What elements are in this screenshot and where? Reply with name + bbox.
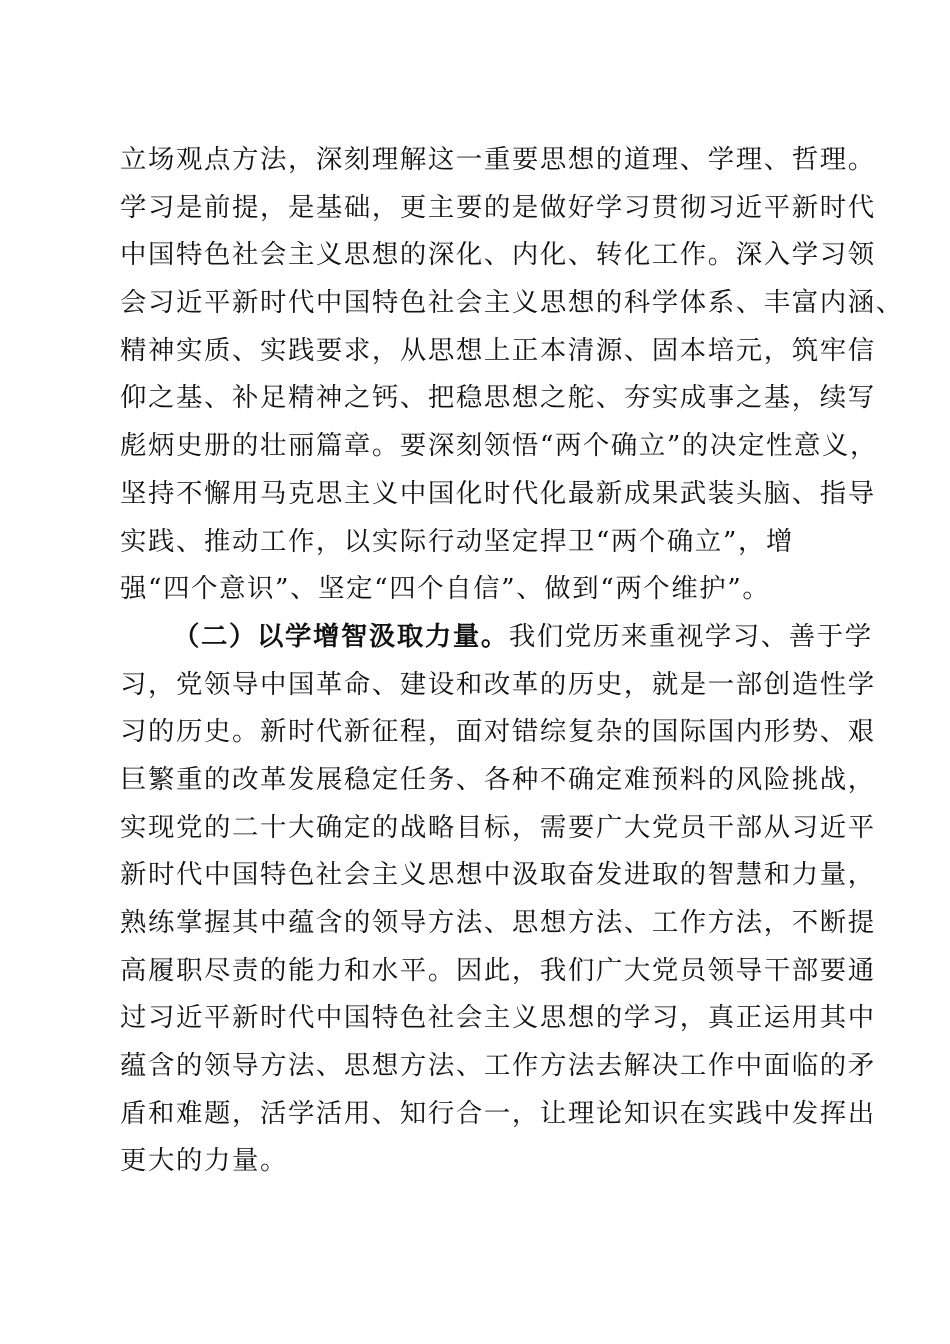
text-line: 学习是前提，是基础，更主要的是做好学习贯彻习近平新时代	[120, 191, 876, 223]
text-line: 习，党领导中国革命、建设和改革的历史，就是一部创造性学	[120, 668, 876, 700]
text-line: 强“四个意识”、坚定“四个自信”、做到“两个维护”。	[120, 573, 771, 605]
text-line: 会习近平新时代中国特色社会主义思想的科学体系、丰富内涵、	[120, 287, 904, 319]
paragraph-1	[120, 136, 904, 613]
text-line: 盾和难题，活学活用、知行合一，让理论知识在实践中发挥出	[120, 1097, 876, 1129]
section-heading: （二）以学增智汲取力量。	[173, 620, 509, 652]
text-line: 过习近平新时代中国特色社会主义思想的学习，真正运用其中	[120, 1002, 876, 1034]
text-line: 更大的力量。	[120, 1145, 288, 1177]
text-line: 仰之基、补足精神之钙、把稳思想之舵、夯实成事之基，续写	[120, 382, 876, 414]
text-line: 习的历史。新时代新征程，面对错综复杂的国际国内形势、艰	[120, 716, 876, 748]
text-line: 精神实质、实践要求，从思想上正本清源、固本培元，筑牢信	[120, 334, 876, 366]
text-line: 实现党的二十大确定的战略目标，需要广大党员干部从习近平	[120, 811, 876, 843]
paragraph-2-first-line	[120, 613, 873, 661]
text-line: 熟练掌握其中蕴含的领导方法、思想方法、工作方法，不断提	[120, 907, 876, 938]
text-line: 彪炳史册的壮丽篇章。要深刻领悟“两个确立”的决定性意义，	[120, 430, 878, 462]
document-body	[120, 136, 904, 1185]
text-line: 新时代中国特色社会主义思想中汲取奋发进取的智慧和力量，	[120, 859, 876, 891]
text-line: 立场观点方法，深刻理解这一重要思想的道理、学理、哲理。	[120, 144, 876, 175]
text-run: 我们党历来重视学习、善于学	[508, 620, 873, 652]
text-line: 坚持不懈用马克思主义中国化时代化最新成果武装头脑、指导	[120, 477, 876, 509]
paragraph-2	[120, 613, 876, 1185]
text-line: 巨繁重的改革发展稳定任务、各种不确定难预料的风险挑战，	[120, 763, 876, 795]
text-line: 实践、推动工作，以实际行动坚定捍卫“两个确立”，增	[120, 525, 794, 557]
text-line: 中国特色社会主义思想的深化、内化、转化工作。深入学习领	[120, 239, 876, 271]
text-line: 蕴含的领导方法、思想方法、工作方法去解决工作中面临的矛	[120, 1050, 876, 1082]
text-line: 高履职尽责的能力和水平。因此，我们广大党员领导干部要通	[120, 954, 876, 986]
